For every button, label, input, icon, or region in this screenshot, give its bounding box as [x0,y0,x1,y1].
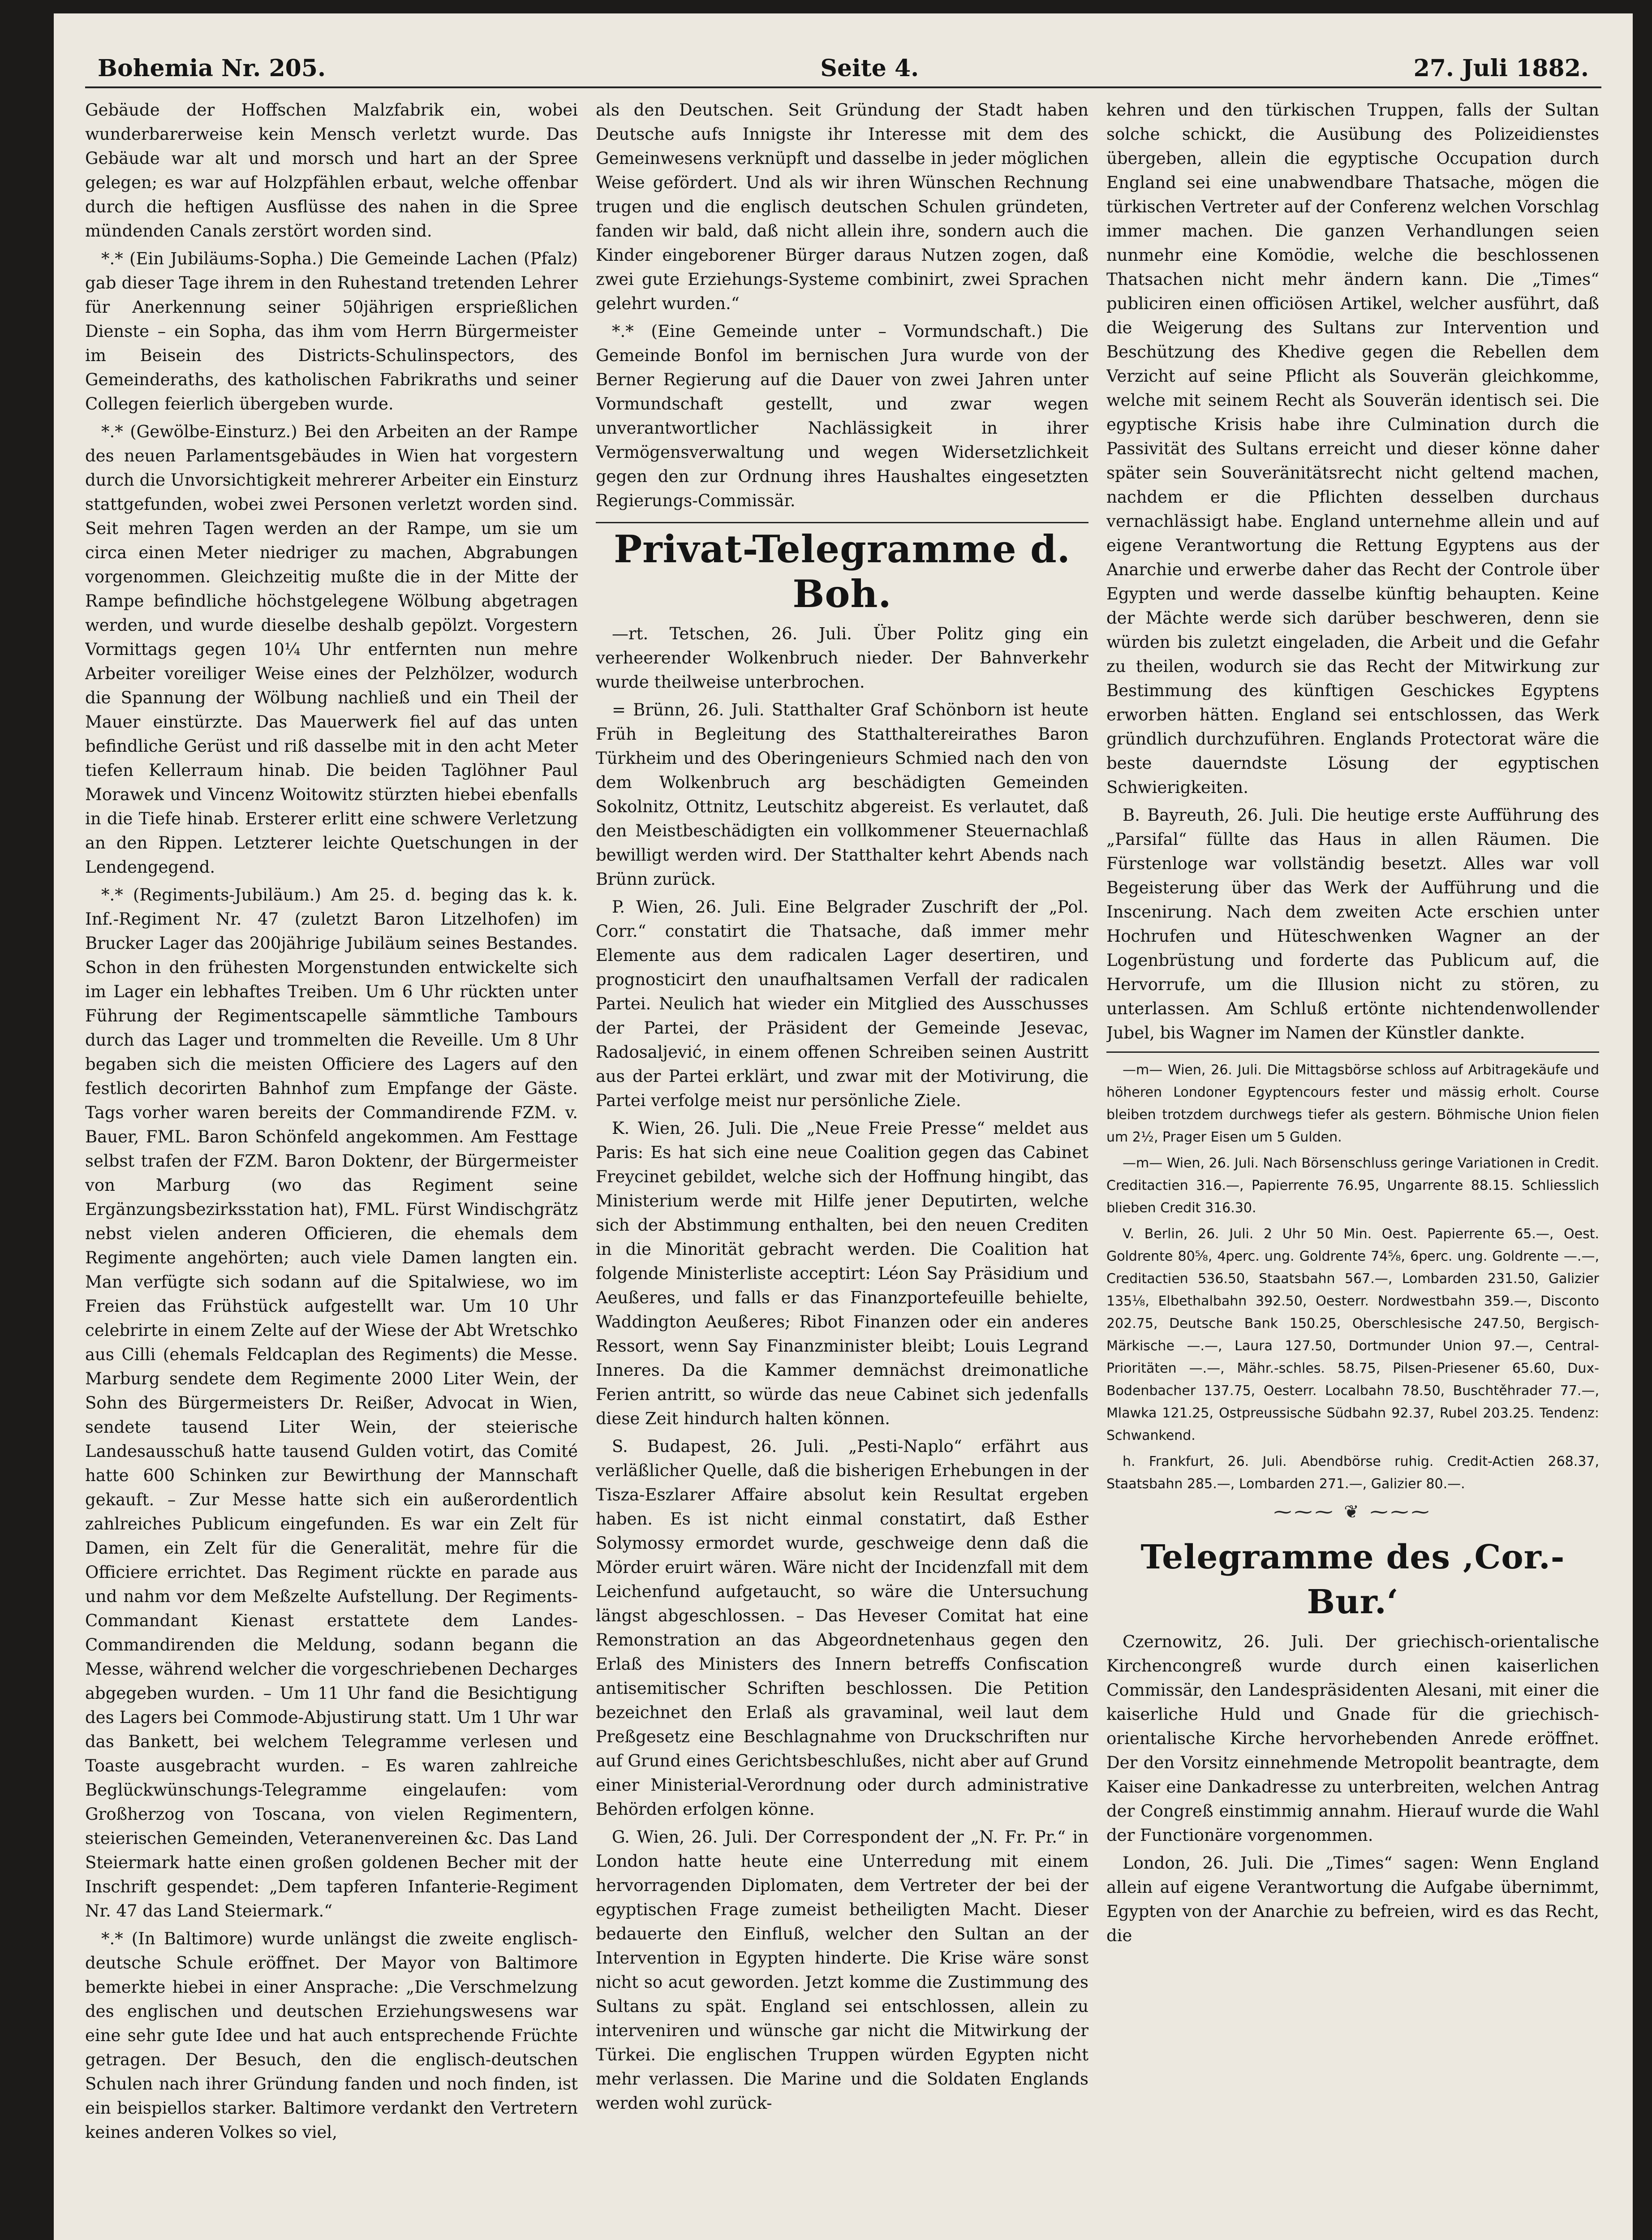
market-report-frankfurt: h. Frankfurt, 26. Juli. Abendbörse ruhig. Credit-Actien 268.37, Staatsbahn 285.—, Lombarden 271.—, Galizier 80.—. [1106,1454,1599,1492]
article-gewoelbe-einsturz: *.* (Gewölbe-Einsturz.) Bei den Arbeiten an der Rampe des neuen Parlamentsgebäudes in Wien hat vorgestern durch die Unvorsichtigkeit mehrerer Arbeiter ein Einsturz stattgefunden, wobei zwei Personen verletzt worden sind. Seit mehren Tagen werden an der Rampe, um sie um circa einen Meter niedriger zu machen, Abgrabungen vorgenommen. Gleichzeitig mußte die in der Mitte der Rampe befindliche höchstgelegene Wölbung abgetragen werden, und wurde dieselbe deshalb gepölzt. Vorgestern Vormittags gegen 10¼ Uhr entfernten nun mehre Arbeiter voreiliger Weise eines der Pelzhölzer, wodurch die Spannung der Wölbung nachließ und ein Theil der Mauer einstürzte. Das Mauerwerk fiel auf das unten befindliche Gerüst und riß dasselbe mit in den acht Meter tiefen Kellerraum hinab. Die beiden Taglöhner Paul Morawek und Vincenz Woitowitz stürzten hiebei ebenfalls in die Tiefe hinab. Ersterer erlitt eine schwere Verletzung an den Rippen. Letzterer leichte Quetschungen in der Lendengegend. [85,422,578,877]
telegram-tetschen: —rt. Tetschen, 26. Juli. Über Politz ging ein verheerender Wolkenbruch nieder. Der Bahnverkehr wurde theilweise unterbrochen. [596,624,1088,692]
section-title-privat-telegramme: Privat-Telegramme d. Boh. [596,522,1088,616]
article-gemeinde-vormundschaft: *.* (Eine Gemeinde unter – Vormundschaft.) Die Gemeinde Bonfol im bernischen Jura wurde von der Berner Regierung auf die Dauer von zwei Jahren unter Vormundschaft gestellt, und zwar wegen unverantwortlicher Nachlässigkeit in ihrer Vermögensverwaltung und wegen Widersetzlichkeit gegen den zur Ordnung ihres Haushaltes eingesetzten Regierungs-Commissär. [596,322,1088,510]
ornament-divider: ⁓⁓⁓ ❦ ⁓⁓⁓ [1273,1502,1432,1522]
market-report-berlin: V. Berlin, 26. Juli. 2 Uhr 50 Min. Oest. Papierrente 65.—, Oest. Goldrente 80⅝, 4perc. ung. Goldrente 74⅝, 6perc. ung. Goldrente —.—, Creditactien 536.50, Staatsbahn 567.—, Lombarden 231.50, Galizier 135⅛, Elbethalbahn 392.50, Oesterr. Nordwestbahn 359.—, Disconto 202.75, Deutsche Bank 150.25, Oberschlesische 247.50, Bergisch-Märkische —.—, Laura 127.50, Dortmunder Union 97.—, Central-Prioritäten —.—, Mähr.-schles. 58.75, Pilsen-Priesener 65.60, Dux-Bodenbacher 137.75, Oesterr. Localbahn 78.50, Buschtěhrader 77.—, Mlawka 121.25, Ostpreussische Südbahn 92.37, Rubel 203.25. Tendenz: Schwankend. [1106,1226,1599,1443]
article-paragraph: Gebäude der Hoffschen Malzfabrik ein, wobei wunderbarerweise kein Mensch verletzt wurde. Das Gebäude war alt und morsch und hart an der Spree gelegen; es war auf Holzpfählen erbaut, welche offenbar durch die heftigen Ausflüsse des nahen in die Spree mündenden Canals zerstört worden sind. [85,100,578,241]
market-report-wien-midday: —m— Wien, 26. Juli. Die Mittagsbörse schloss auf Arbitragekäufe und höheren Londoner Egyptencours fester und mässig erholt. Course bleiben trotzdem durchwegs tiefer als gestern. Böhmische Union fielen um 2½, Prager Eisen um 5 Gulden. [1106,1062,1599,1145]
telegram-wien-london: G. Wien, 26. Juli. Der Correspondent der „N. Fr. Pr.“ in London hatte heute eine Unterredung mit einem hervorragenden Diplomaten, dem Vertreter der bei der egyptischen Frage zumeist betheiligten Macht. Dieser bedauerte den Einfluß, welcher den Sultan an der Intervention in Egypten hinderte. Die Krise wäre sonst nicht so acut geworden. Jetzt komme die Zustimmung des Sultans zu spät. England sei entschlossen, allein zu interveniren und wünsche gar nicht die Mitwirkung der Türkei. Die englischen Truppen würden Egypten nicht mehr verlassen. Die Marine und die Soldaten Englands werden wohl zurück- [596,1827,1088,2113]
telegram-czernowitz: Czernowitz, 26. Juli. Der griechisch-orientalische Kirchencongreß wurde durch einen kaiserlichen Commissär, den Landespräsidenten Alesani, mit einer die kaiserliche Huld und Gnade für die griechisch-orientalische Kirche hervorhebenden Anrede eröffnet. Der den Vorsitz einnehmende Metropolit beantragte, dem Kaiser eine Dankadresse zu unterbreiten, welchen Antrag der Congreß einstimmig annahm. Hierauf wurde die Wahl der Functionäre vorgenommen. [1106,1632,1599,1845]
telegram-bayreuth: B. Bayreuth, 26. Juli. Die heutige erste Aufführung des „Parsifal“ füllte das Haus in allen Räumen. Die Fürstenloge war vollständig besetzt. Alles war voll Begeisterung über das Werk der Aufführung und die Inscenirung. Nach dem zweiten Acte erschien unter Hochrufen und Hüteschwenken Wagner an der Logenbrüstung und forderte das Publicum auf, die Hervorrufe, um die Illusion nicht zu stören, zu unterlassen. Am Schluß ertönte nichtendenwollender Jubel, bis Wagner im Namen der Künstler dankte. [1106,806,1599,1042]
column-3 [1106,98,1599,2240]
issue-date: 27. Juli 1882. [1413,55,1589,82]
issue-number: Bohemia Nr. 205. [98,55,326,82]
telegram-budapest: S. Budapest, 26. Juli. „Pesti-Naplo“ erfährt aus verläßlicher Quelle, daß die bisherigen Erhebungen in der Tisza-Eszlarer Affaire absolut kein Resultat ergeben haben. Es ist nicht einmal constatirt, daß Esther Solymossy ermordet wurde, geschweige denn daß die Mörder eruirt wären. Wäre nicht der Incidenzfall mit dem Leichenfund aufgetaucht, so wäre die Untersuchung längst abgeschlossen. – Das Heveser Comitat hat eine Remonstration an das Abgeordnetenhaus gegen den Erlaß des Ministers des Innern betreffs Confiscation antisemitischer Schriften beschlossen. Die Petition bezeichnet den Erlaß als gravaminal, weil laut dem Preßgesetz eine Beschlagnahme von Druckschriften nur auf Grund eines Gerichtsbeschlußes, nicht aber auf Grund einer Ministerial-Verordnung oder durch administrative Behörden erfolgen könne. [596,1437,1088,1819]
telegram-london: London, 26. Juli. Die „Times“ sagen: Wenn England allein auf eigene Verantwortung die Aufgabe übernimmt, Egypten von der Anarchie zu befreien, wird es das Recht, die [1106,1853,1599,1945]
page-header [85,55,1601,88]
divider [1106,1051,1599,1053]
telegram-bruenn: = Brünn, 26. Juli. Statthalter Graf Schönborn ist heute Früh in Begleitung des Statthaltereirathes Baron Türkheim und des Oberingenieurs Schmied nach den von dem Wolkenbruch arg beschädigten Gemeinden Sokolnitz, Ottnitz, Leutschitz abgereist. Es verlautet, daß den Meistbeschädigten ein vollkommener Steuernachlaß bewilligt werden wird. Der Statthalter kehrt Abends nach Brünn zurück. [596,700,1088,889]
page-number: Seite 4. [820,55,919,82]
article-paragraph: als den Deutschen. Seit Gründung der Stadt haben Deutsche aufs Innigste ihr Interesse mit dem des Gemeinwesens verknüpft und dasselbe in jeder möglichen Weise gefördert. Und als wir ihren Wünschen Rechnung trugen und die englisch deutschen Schulen gründeten, fanden wir bald, daß nicht allein ihre, sondern auch die Kinder eingeborener Bürger daraus Nutzen zogen, daß zwei gute Erziehungs-Systeme combinirt, zwei Sprachen gelehrt wurden.“ [596,100,1088,313]
article-baltimore: *.* (In Baltimore) wurde unlängst die zweite englisch-deutsche Schule eröffnet. Der Mayor von Baltimore bemerkte hiebei in einer Ansprache: „Die Verschmelzung des englischen und deutschen Erziehungswesens war eine sehr gute Idee und hat auch entsprechende Früchte getragen. Der Besuch, den die englisch-deutschen Schulen nach ihrer Gründung fanden und noch finden, ist ein beispiellos starker. Baltimore verdankt den Vertretern keines anderen Volkes so viel, [85,1929,578,2142]
article-jubilaeums-sopha: *.* (Ein Jubiläums-Sopha.) Die Gemeinde Lachen (Pfalz) gab dieser Tage ihrem in den Ruhestand tretenden Lehrer für Anerkennung seiner 50jährigen ersprießlichen Dienste – ein Sopha, das ihm vom Herrn Bürgermeister im Beisein des Districts-Schulinspectors, des Gemeinderaths, des katholischen Fabrikraths und seiner Collegen feierlich übergeben wurde. [85,249,578,414]
newspaper-page [54,13,1633,2240]
telegram-wien-belgrad: P. Wien, 26. Juli. Eine Belgrader Zuschrift der „Pol. Corr.“ constatirt die Thatsache, daß immer mehr Elemente aus dem radicalen Lager desertiren, und prognosticirt den unaufhaltsamen Verfall der radicalen Partei. Neulich hat wieder ein Mitglied des Ausschusses der Partei, der Präsident der Gemeinde Jesevac, Radosaljević, in einem offenen Schreiben seinen Austritt aus der Partei erklärt, und zwar mit der Motivirung, die Partei verfolge meist nur persönliche Ziele. [596,897,1088,1110]
telegram-wien-paris: K. Wien, 26. Juli. Die „Neue Freie Presse“ meldet aus Paris: Es hat sich eine neue Coalition gegen das Cabinet Freycinet gebildet, welche sich der Hoffnung hingibt, das Ministerium werde mit Hilfe jener Deputirten, welche sich der Abstimmung enthalten, bei den neuen Crediten in die Minorität gebracht werden. Die Coalition hat folgende Ministerliste acceptirt: Léon Say Präsidium und Aeußeres, und falls er das Finanzportefeuille behielte, Waddington Aeußeres; Ribot Finanzen oder ein anderes Ressort, wenn Say Finanzminister bleibt; Louis Legrand Inneres. Da die Kammer demnächst dreimonatliche Ferien antritt, so würde das neue Cabinet sich jedenfalls diese Zeit hindurch halten können. [596,1119,1088,1428]
section-title-cor-bur: Telegramme des ‚Cor.-Bur.‘ [1140,1538,1565,1621]
market-report-wien-close: —m— Wien, 26. Juli. Nach Börsenschluss geringe Variationen in Credit. Creditactien 316.—, Papierrente 76.95, Ungarrente 88.15. Schliesslich blieben Credit 316.30. [1106,1155,1599,1216]
column-2 [596,98,1088,2240]
column-1 [85,98,578,2240]
article-regiments-jubilaeum: *.* (Regiments-Jubiläum.) Am 25. d. beging das k. k. Inf.-Regiment Nr. 47 (zuletzt Baron Litzelhofen) im Brucker Lager das 200jährige Jubiläum seines Bestandes. Schon in den frühesten Morgenstunden entwickelte sich im Lager ein lebhaftes Treiben. Um 6 Uhr rückten unter Führung der Regimentscapelle sämmtliche Tambours durch das Lager und trommelten die Reveille. Um 8 Uhr begaben sich die meisten Officiere des Lagers auf den festlich decorirten Bahnhof zum Empfange der Gäste. Tags vorher waren bereits der Commandirende FZM. v. Bauer, FML. Baron Schönfeld angekommen. Am Festtage selbst trafen der FZM. Baron Doktenr, der Bürgermeister von Marburg (wo das Regiment seine Ergänzungsbezirksstation hat), FML. Fürst Windischgrätz nebst vielen anderen Officieren, die ehemals dem Regimente angehörten; auch viele Damen langten ein. Man verfügte sich sodann auf die Spitalwiese, wo im Freien das Frühstück aufgestellt war. Um 10 Uhr celebrirte in einem Zelte auf der Wiese der Abt Wretschko aus Cilli (ehemals Feldcaplan des Regiments) die Messe. Marburg sendete dem Regimente 2000 Liter Wein, der Sohn des Bürgermeisters Dr. Reißer, Advocat in Wien, sendete tausend Liter Wein, der steierische Landesausschuß hatte tausend Gulden votirt, das Comité hatte 600 Schinken zur Bewirthung der Mannschaft gekauft. – Zur Messe hatte sich ein außerordentlich zahlreiches Publicum eingefunden. Es war ein Zelt für Damen, ein Zelt für die Generalität, mehre für die Officiere errichtet. Das Regiment rückte en parade aus und nahm vor dem Meßzelte Aufstellung. Der Regiments-Commandant Kienast erstattete dem Landes-Commandirenden die Meldung, sodann begann die Messe, während welcher die vorgeschriebenen Decharges abgegeben wurden. – Um 11 Uhr fand die Besichtigung des Lagers bei Commode-Abjustirung statt. Um 1 Uhr war das Bankett, bei welchem Telegramme verlesen und Toaste ausgebracht wurden. – Es waren zahlreiche Beglückwünschungs-Telegramme eingelaufen: vom Großherzog von Toscana, von vielen Regimentern, steierischen Gemeinden, Veteranenvereinen &c. Das Land Steiermark hatte einen großen goldenen Becher mit der Inschrift gespendet: „Dem tapferen Infanterie-Regiment Nr. 47 das Land Steiermark.“ [85,885,578,1921]
telegram-continuation: kehren und den türkischen Truppen, falls der Sultan solche schickt, die Ausübung des Polizeidienstes übergeben, allein die egyptische Occupation durch England sei eine unabwendbare Thatsache, mögen die türkischen Vertreter auf der Conferenz welchen Vorschlag immer machen. Die ganzen Verhandlungen seien nunmehr eine Komödie, welche die beschlossenen Thatsachen nicht mehr ändern kann. Die „Times“ publiciren einen officiösen Artikel, welcher ausführt, daß die Weigerung des Sultans zur Intervention und Beschützung des Khedive gegen die Rebellen dem Verzicht auf seine Pflicht als Souverän gleichkomme, welche mit seinem Recht als Souverän identisch sei. Die egyptische Krisis habe ihre Culmination durch die Passivität des Sultans erreicht und dieser könne daher später sein Souveränitätsrecht nicht geltend machen, nachdem er die Pflichten desselben durchaus vernachlässigt habe. England unternehme allein und auf eigene Verantwortung die Rettung Egyptens aus der Anarchie und erwerbe daher das Recht der Controle über Egypten und werde dasselbe künftig behaupten. Keine der Mächte werde sich darüber beschweren, denn sie würden bis zuletzt eingeladen, die Arbeit und die Gefahr zu theilen, wodurch sie das Recht der Mitwirkung zur Bestimmung des künftigen Geschickes Egyptens erworben hätten. England sei entschlossen, das Werk gründlich durchzuführen. Englands Protectorat wäre die beste dauerndste Lösung der egyptischen Schwierigkeiten. [1106,100,1599,797]
text-columns [85,98,1601,2240]
